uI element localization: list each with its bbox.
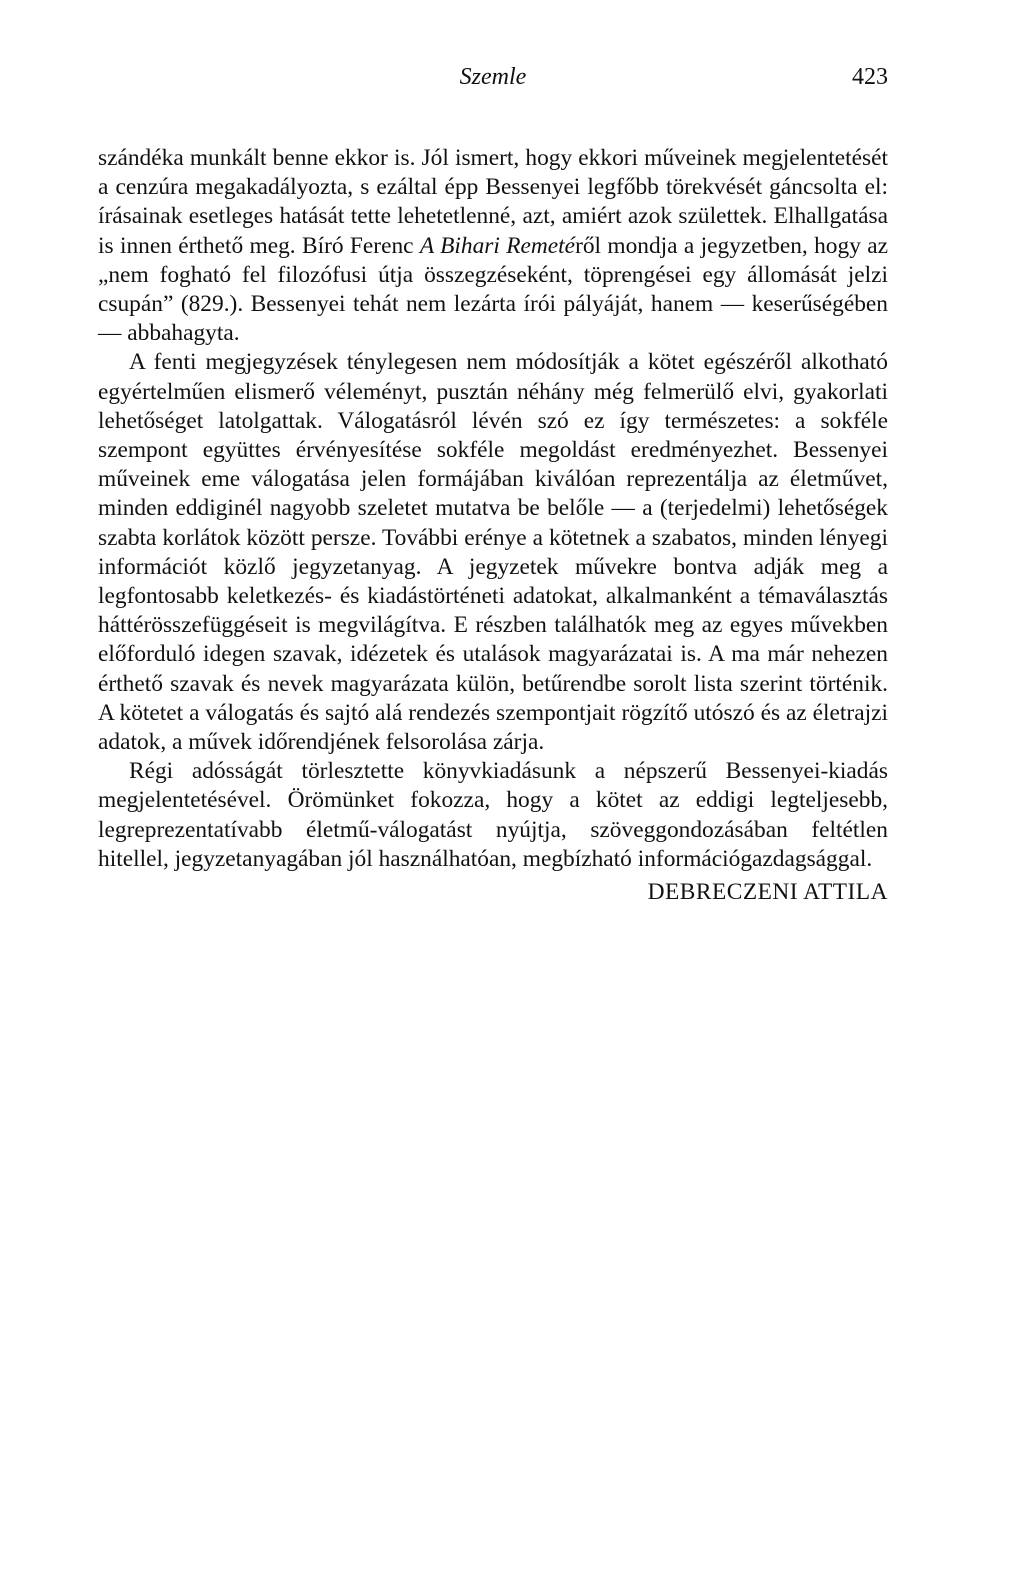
paragraph <box>98 757 888 874</box>
italic-title: A Bihari Remeté <box>419 232 576 259</box>
paragraph <box>98 348 888 757</box>
author-signature: DEBRECZENI ATTILA <box>647 879 888 906</box>
text-run: szándéka munkált benne ekkor is. Jól ismert, hogy ekkori műveinek megjelentetését a cenzúra megakadályozta, s ezáltal épp Bessenyei legfőbb törekvését gáncsolta el: írásainak esetleges hatását tette lehetetlenné, azt, amiért azok születtek. Elhallgatása is innen érthető meg. Bíró Ferenc <box>98 145 888 259</box>
text-run: A fenti megjegyzések ténylegesen nem módosítják a kötet egészéről alkotható egyértelműen elismerő véleményt, pusztán néhány még felmerülő elvi, gyakorlati lehetőséget latolgattak. Válogatásról lévén szó ez így természetes: a sokféle szempont együttes érvényesítése sokféle megoldást eredményezhet. Bessenyei műveinek eme válogatása jelen formájában kiválóan reprezentálja az életművet, minden eddiginél nagyobb szeletet mutatva be belőle — a (terjedelmi) lehetőségek szabta korlátok között persze. További erénye a kötetnek a szabatos, minden lényegi információt közlő jegyzetanyag. A jegyzetek művekre bontva adják meg a legfontosabb keletkezés- és kiadástörténeti adatokat, alkalmanként a témaválasztás háttérösszefüggéseit is megvilágítva. E részben találhatók meg az egyes művekben előforduló idegen szavak, idézetek és utalások magyarázatai is. A ma már nehezen érthető szavak és nevek magyarázata külön, betűrendbe sorolt lista szerint történik. A kötetet a válogatás és sajtó alá rendezés szempontjait rögzítő utószó és az életrajzi adatok, a művek időrendjének felsorolása zárja. <box>98 349 888 756</box>
review-body <box>98 144 888 874</box>
running-title: Szemle <box>459 64 527 90</box>
review-page <box>98 62 888 907</box>
text-run: ről mondja a jegyzetben, hogy az „nem fogható fel filozófusi útja összegzéseként, töprengései egy állomását jelzi csupán” (829.). Bessenyei tehát nem lezárta írói pályáját, hanem — keserűségében — abbahagyta. <box>98 232 888 347</box>
page-number: 423 <box>852 64 888 90</box>
text-run: Régi adósságát törlesztette könyvkiadásunk a népszerű Bessenyei-kiadás megjelentetésével. Örömünket fokozza, hogy a kötet az eddigi legteljesebb, legreprezentatívabb életmű-válogatást nyújtja, szöveggondozásában feltétlen hitellel, jegyzetanyagában jól használhatóan, megbízható információgazdagsággal. <box>98 758 888 872</box>
paragraph <box>98 144 888 348</box>
running-head <box>98 62 888 102</box>
